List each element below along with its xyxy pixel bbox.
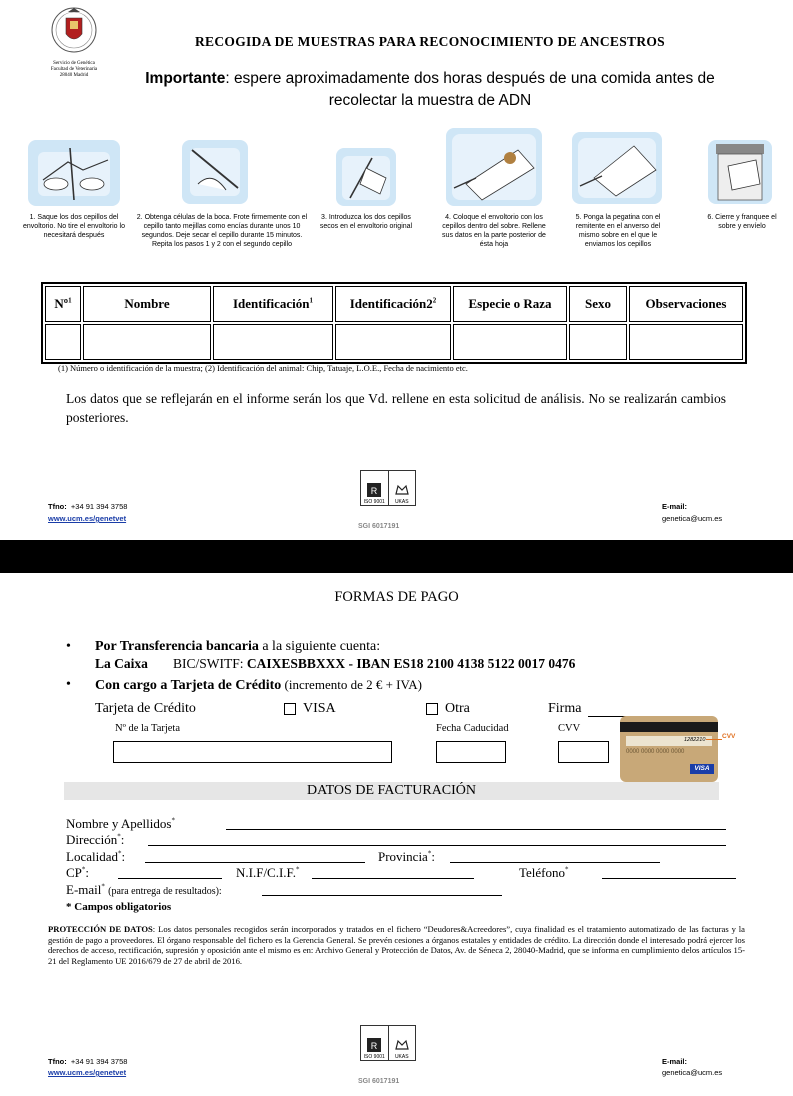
samples-table-header-row: [45, 286, 743, 322]
footer-phone: Tfno: +34 91 394 3758: [48, 502, 128, 511]
step-4-illustration: [446, 128, 542, 206]
name-input-line[interactable]: [226, 829, 726, 830]
page-title: RECOGIDA DE MUESTRAS PARA RECONOCIMIENTO DE ANCESTROS: [195, 34, 665, 49]
step-4-caption: 4. Coloque el envoltorio con los cepillos dentro del sobre. Rellene sus datos en la parte posterior de ésta hoja: [442, 214, 546, 248]
otra-option[interactable]: Otra: [426, 701, 470, 717]
bank-details: BIC/SWITF: CAIXESBBXXX - IBAN ES18 2100 4138 5122 0017 0476: [173, 656, 576, 671]
important-notice: [130, 68, 730, 112]
ucm-seal-icon: [44, 6, 104, 56]
card-number-input[interactable]: [113, 741, 392, 763]
step-2-illustration: [182, 140, 248, 204]
logo-line-3: 28040 Madrid: [59, 73, 89, 78]
footer-email[interactable]: genetica@ucm.es: [662, 514, 723, 523]
footer-phone-2: Tfno: +34 91 394 3758: [48, 1057, 128, 1066]
page-separator: [0, 540, 793, 573]
transfer-bullet: •: [66, 639, 71, 654]
step-1-illustration: [28, 140, 120, 206]
card-strip-number: 1282210: [684, 737, 706, 743]
footer-web-link-2[interactable]: www.ucm.es/genetvet: [48, 1068, 127, 1077]
col-id1-header: Identificación$^1$: [213, 286, 333, 322]
cvv-label: CVV: [558, 723, 581, 734]
footer-sgi-2: SGI 6017191: [358, 1078, 400, 1085]
expiry-input[interactable]: [436, 741, 506, 763]
step-3-caption: 3. Introduzca los dos cepillos secos en el envoltorio original: [319, 214, 413, 230]
card-pan: 0000 0000 0000 0000: [626, 749, 685, 755]
ukas-crown-icon: [393, 1036, 411, 1054]
cvv-callout-line: [706, 739, 722, 740]
step-1-caption: 1. Saque los dos cepillos del envoltorio. No tire el envoltorio lo necesitará después: [23, 214, 125, 239]
cp-label: CP*:: [66, 865, 90, 880]
samples-table: [41, 282, 747, 364]
firma-label: Firma: [548, 701, 582, 716]
footer-web-link[interactable]: www.ucm.es/genetvet: [48, 514, 127, 523]
cell-name[interactable]: [83, 324, 211, 360]
phone-input-line[interactable]: [602, 878, 736, 879]
col-notes-header: Observaciones: [629, 286, 743, 322]
iso-mark-icon: [365, 1036, 383, 1054]
nif-label: N.I.F/C.I.F.*: [236, 865, 300, 880]
nif-input-line[interactable]: [312, 878, 474, 879]
step-2-caption: 2. Obtenga células de la boca. Frote firmemente con el cepillo tanto mejillas como encías durante unos 10 segundos. Deje secar el cepillo durante 15 minutos. Repita los pasos 1 y 2 con el segundo cepillo: [136, 214, 308, 248]
col-species-header: Especie o Raza: [453, 286, 567, 322]
col-name-header: Nombre: [83, 286, 211, 322]
card-type-label: Tarjeta de Crédito: [95, 701, 196, 716]
important-label: Importante: [145, 70, 226, 87]
certification-logos-2: [360, 1025, 416, 1061]
credit-card-image: [620, 716, 718, 782]
step-6-illustration: [708, 140, 772, 204]
address-input-line[interactable]: [148, 845, 726, 846]
billing-title: DATOS DE FACTURACIÓN: [306, 783, 477, 798]
footer-email-2[interactable]: genetica@ucm.es: [662, 1068, 723, 1077]
city-label: Localidad*:: [66, 849, 126, 864]
footer-email-label: E-mail:: [662, 502, 688, 511]
logo-line-2: Facultad de Veterinaria: [50, 67, 98, 72]
certification-logos: [360, 470, 416, 506]
col-id2-header: $Identificación2^2$: [335, 286, 451, 322]
payment-title: FORMAS DE PAGO: [334, 589, 459, 605]
visa-brand: VISA: [690, 764, 714, 774]
important-text: : espere aproximadamente dos horas después de una comida antes de recolectar la muestra de ADN: [225, 70, 715, 109]
cell-notes[interactable]: [629, 324, 743, 360]
visa-checkbox[interactable]: [284, 703, 296, 715]
address-label: Dirección*:: [66, 832, 125, 847]
page-2: [0, 573, 793, 1096]
phone-label: Teléfono*: [519, 865, 569, 880]
magnetic-stripe: [620, 722, 718, 732]
page-1: [0, 0, 793, 540]
col-sex-header: Sexo: [569, 286, 627, 322]
bank-name: La Caixa: [95, 656, 148, 671]
ukas-badge: UKAS: [389, 471, 416, 505]
cell-id2[interactable]: [335, 324, 451, 360]
iso-9001-badge-2: R ISO 9001: [361, 1026, 389, 1060]
svg-text:R: R: [371, 1041, 378, 1051]
name-label: Nombre y Apellidos*: [66, 816, 175, 831]
ukas-badge-2: UKAS: [389, 1026, 416, 1060]
otra-checkbox[interactable]: [426, 703, 438, 715]
footer-sgi: SGI 6017191: [358, 523, 400, 530]
privacy-notice: PROTECCIÓN DE DATOS: Los datos personales recogidos serán incorporados y tratados en el fichero “Deudores&Acreedores”, cuya finalidad es el tratamiento automatizado de las facturas y la gestión de pago a proveedores. El órgano responsable del fichero es la Gerencia General. Se prevén cesiones a órganos estatales y entidades de crédito. La dirección donde el interesado podrá ejercer los derechos de acceso, rectificación, supresión y oposición ante el mismo es en: Archivo General y Protección de Datos, Av. de Séneca 2, 28040-Madrid, que se informa en cumplimiento delos artículos 15-21 del Reglamento UE 2016/679 de 27 de abril de 2016.: [48, 924, 745, 966]
cell-number[interactable]: [45, 324, 81, 360]
card-option: Con cargo a Tarjeta de Crédito (incremento de 2 € + IVA): [95, 677, 422, 693]
step-6-caption: 6. Cierre y franquee el sobre y envíelo: [707, 214, 777, 230]
city-input-line[interactable]: [145, 862, 365, 863]
card-bullet: •: [66, 677, 71, 692]
step-5-caption: 5. Ponga la pegatina con el remitente en el anverso del mismo sobre en el que le enviamos los cepillos: [575, 214, 661, 248]
province-input-line[interactable]: [450, 862, 660, 863]
step-3-illustration: [336, 148, 396, 206]
cell-species[interactable]: [453, 324, 567, 360]
email-label: E-mail* (para entrega de resultados):: [66, 882, 222, 897]
card-number-label: Nº de la Tarjeta: [115, 723, 181, 734]
logo-line-1: Servicio de Genética: [53, 61, 95, 66]
expiry-label: Fecha Caducidad: [436, 723, 509, 734]
cvv-input[interactable]: [558, 741, 609, 763]
cvv-callout: CVV: [722, 733, 736, 740]
footer-email-label-2: E-mail:: [662, 1057, 688, 1066]
cp-input-line[interactable]: [118, 878, 222, 879]
transfer-option: Por Transferencia bancaria a la siguiente cuenta:: [95, 639, 381, 654]
province-label: Provincia*:: [378, 849, 435, 864]
samples-table-entry-row: [45, 324, 743, 360]
required-note: * Campos obligatorios: [66, 901, 172, 913]
iso-mark-icon: [365, 481, 383, 499]
ukas-crown-icon: [393, 481, 411, 499]
visa-option[interactable]: VISA: [284, 701, 336, 717]
cell-id1[interactable]: [213, 324, 333, 360]
notice-text: Los datos que se reflejarán en el informe serán los que Vd. rellene en esta solicitud de análisis. No se realizarán cambios posteriores.: [66, 391, 726, 425]
iso-9001-badge: R ISO 9001: [361, 471, 389, 505]
cell-sex[interactable]: [569, 324, 627, 360]
ucm-logo: [44, 6, 104, 78]
col-number-header: Nº$^1$: [45, 286, 81, 322]
svg-text:R: R: [371, 486, 378, 496]
email-input-line[interactable]: [262, 895, 502, 896]
step-5-illustration: [572, 132, 662, 204]
table-footnote: (1) Número o identificación de la muestra; (2) Identificación del animal: Chip, Tatuaje, L.O.E., Fecha de nacimiento etc.: [58, 363, 468, 373]
